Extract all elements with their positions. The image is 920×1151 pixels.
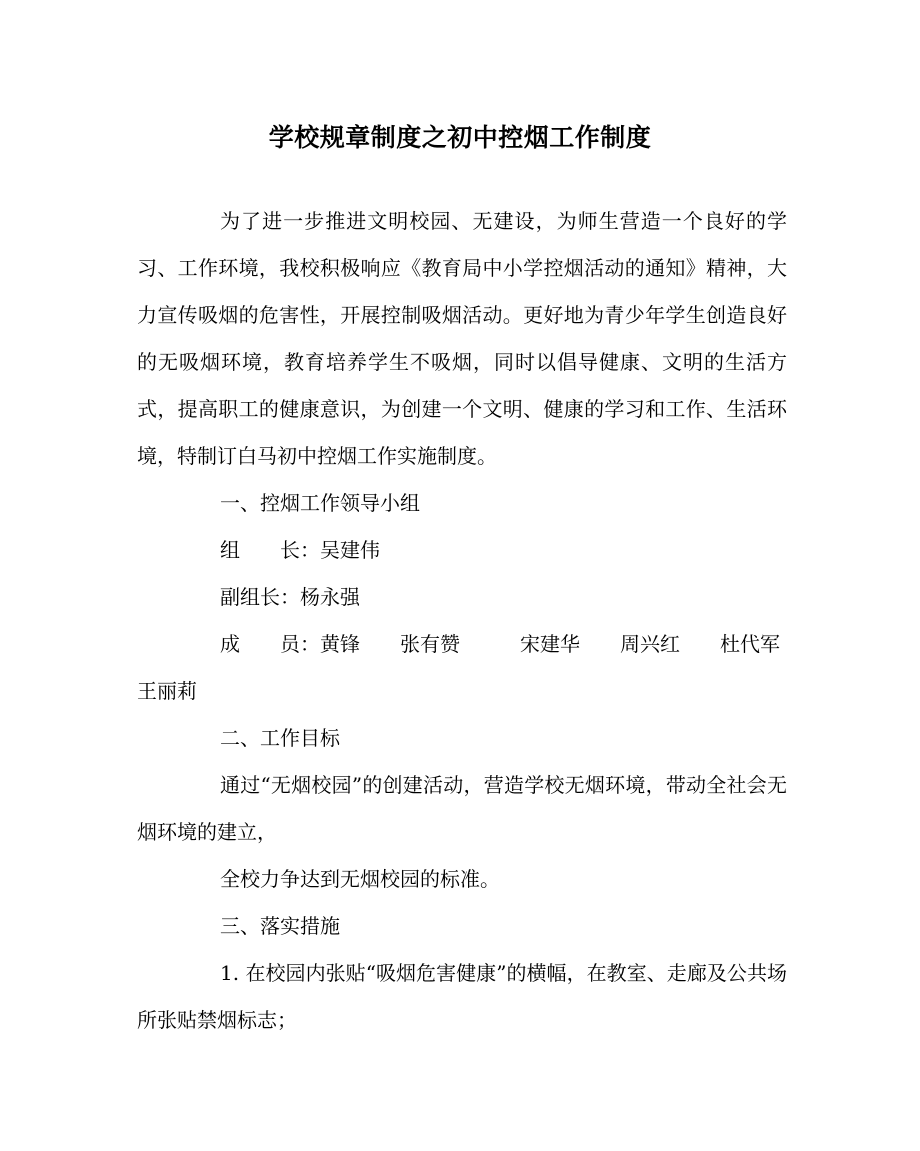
team-leader-line: 组 长：吴建伟 (220, 538, 380, 562)
goals-standard-line: 全校力争达到无烟校园的标准。 (220, 867, 500, 891)
members-line-continued: 王丽莉 (137, 679, 197, 703)
intro-paragraph: 为了进一步推进文明校园、无建设，为师生营造一个良好的学习、工作环境，我校积极响应《教育局中小学控烟活动的通知》精神，大力宣传吸烟的危害性，开展控制吸烟活动。更好地为青少年学生创造良好的无吸烟环境，教育培养学生不吸烟，同时以倡导健康、文明的生活方式，提高职工的健康意识，为创建一个文明、健康的学习和工作、生活环境，特制订白马初中控烟工作实施制度。 (137, 209, 787, 468)
members-line: 成 员：黄锋 张有赞 宋建华 周兴红 杜代军 (220, 632, 780, 656)
section-heading-leadership: 一、控烟工作领导小组 (220, 491, 420, 515)
document-body (137, 198, 787, 1044)
section-heading-goals: 二、工作目标 (220, 726, 340, 750)
deputy-leader-line: 副组长：杨永强 (220, 585, 360, 609)
measure-item-1: 1. 在校园内张贴“吸烟危害健康”的横幅，在教室、走廊及公共场所张贴禁烟标志； (137, 961, 787, 1032)
document-title: 学校规章制度之初中控烟工作制度 (268, 123, 652, 152)
goals-paragraph: 通过“无烟校园”的创建活动，营造学校无烟环境，带动全社会无烟环境的建立， (137, 773, 787, 844)
section-heading-measures: 三、落实措施 (220, 914, 340, 938)
